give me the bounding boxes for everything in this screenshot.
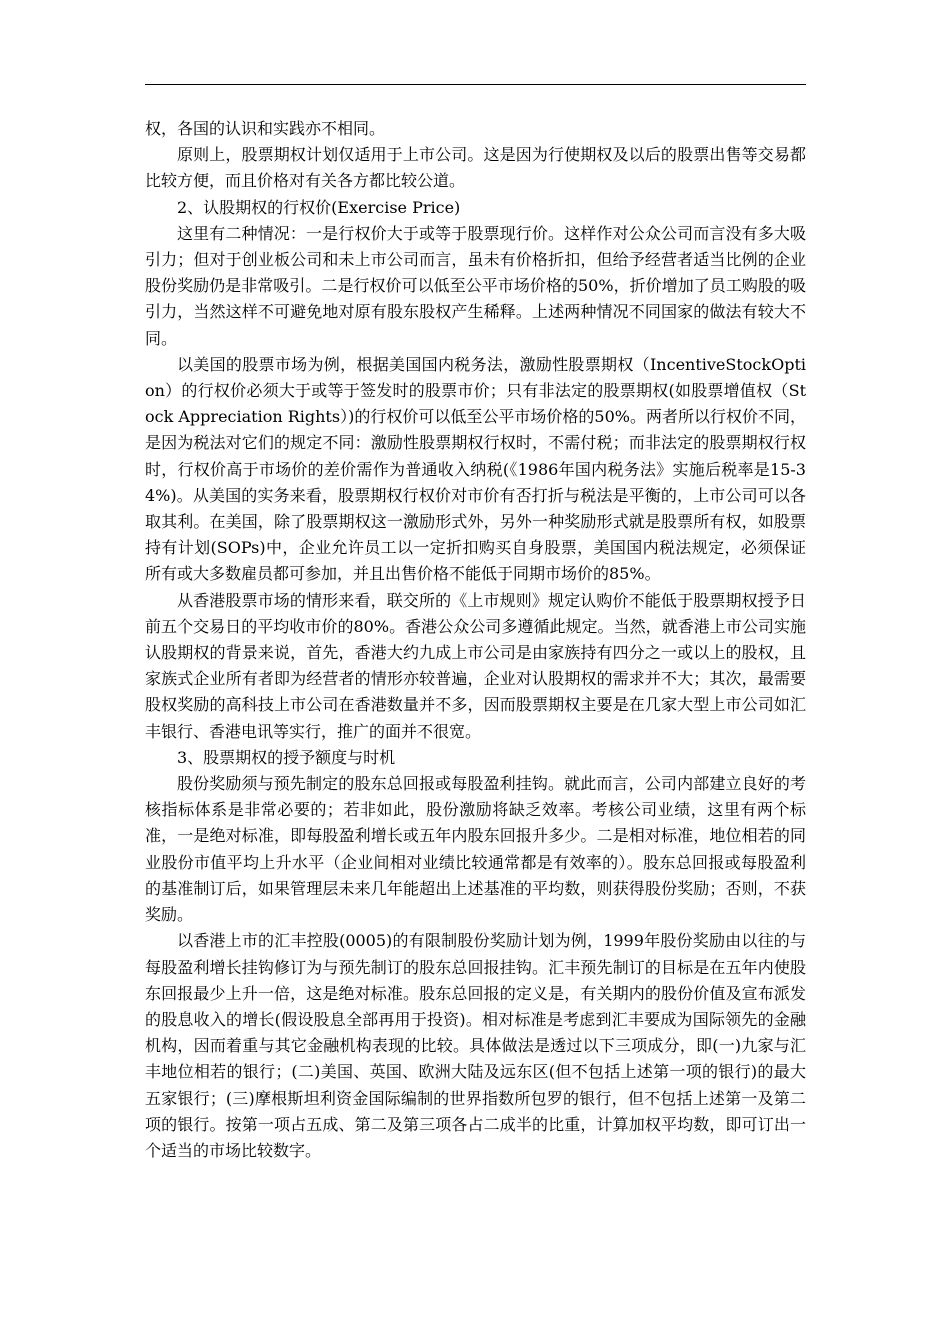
section-heading: 2、认股期权的行权价(Exercise Price): [177, 197, 461, 217]
paragraph: 原则上，股票期权计划仅适用于上市公司。这是因为行使期权及以后的股票出售等交易都比较方便，而且价格对有关各方都比较公道。: [145, 145, 806, 191]
paragraph: 以香港上市的汇丰控股(0005)的有限制股份奖励计划为例，1999年股份奖励由以往的与每股盈利增长挂钩修订为与预先制订的股东总回报挂钩。汇丰预先制订的目标是在五年内使股东回报最少上升一倍，这是绝对标准。股东总回报的定义是，有关期内的股份价值及宣布派发的股息收入的增长(假设股息全部再用于投资)。相对标准是考虑到汇丰要成为国际领先的金融机构，因而着重与其它金融机构表现的比较。具体做法是透过以下三项成分，即(一)九家与汇丰地位相若的银行；(二)美国、英国、欧洲大陆及远东区(但不包括上述第一项的银行)的最大五家银行；(三)摩根斯坦利资金国际编制的世界指数所包罗的银行，但不包括上述第一及第二项的银行。按第一项占五成、第二及第三项各占二成半的比重，计算加权平均数，即可订出一个适当的市场比较数字。: [145, 931, 806, 1160]
paragraph: 权，各国的认识和实践亦不相同。: [145, 119, 386, 138]
section-heading: 3、股票期权的授予额度与时机: [177, 747, 396, 767]
paragraph: 从香港股票市场的情形来看，联交所的《上市规则》规定认购价不能低于股票期权授予日前五个交易日的平均收市价的80%。香港公众公司多遵循此规定。当然，就香港上市公司实施认股期权的背景来说，首先，香港大约九成上市公司是由家族持有四分之一或以上的股权，且家族式企业所有者即为经营者的情形亦较普遍，企业对认股期权的需求并不大；其次，最需要股权奖励的高科技上市公司在香港数量并不多，因而股票期权主要是在几家大型上市公司如汇丰银行、香港电讯等实行，推广的面并不很宽。: [145, 590, 806, 741]
paragraph: 这里有二种情况：一是行权价大于或等于股票现行价。这样作对公众公司而言没有多大吸引力；但对于创业板公司和未上市公司而言，虽未有价格折扣，但给予经营者适当比例的企业股份奖励仍是非常吸引。二是行权价可以低至公平市场价格的50%，折价增加了员工购股的吸引力，当然这样不可避免地对原有股东股权产生稀释。上述两种情况不同国家的做法有较大不同。: [145, 223, 806, 348]
paragraph: 以美国的股票市场为例，根据美国国内税务法，激励性股票期权（IncentiveStockOption）的行权价必须大于或等于签发时的股票市价；只有非法定的股票期权(如股票增值权（Stock Appreciation Rights）)的行权价可以低至公平市场价格的50%。两者所以行权价不同，是因为税法对它们的规定不同：激励性股票期权行权时，不需付税；而非法定的股票期权行权时，行权价高于市场价的差价需作为普通收入纳税(《1986年国内税务法》实施后税率是15-34%)。从美国的实务来看，股票期权行权价对市价有否打折与税法是平衡的，上市公司可以各取其利。在美国，除了股票期权这一激励形式外，另外一种奖励形式就是股票所有权，如股票持有计划(SOPs)中，企业允许员工以一定折扣购买自身股票，美国国内税法规定，必须保证所有或大多数雇员都可参加，并且出售价格不能低于同期市场价的85%。: [145, 354, 806, 584]
paragraph: 股份奖励须与预先制定的股东总回报或每股盈利挂钩。就此而言，公司内部建立良好的考核指标体系是非常必要的；若非如此，股份激励将缺乏效率。考核公司业绩，这里有两个标准，一是绝对标准，即每股盈利增长或五年内股东回报升多少。二是相对标准，地位相若的同业股份市值平均上升水平（企业间相对业绩比较通常都是有效率的）。股东总回报或每股盈利的基准制订后，如果管理层未来几年能超出上述基准的平均数，则获得股份奖励；否则，不获奖励。: [145, 774, 806, 925]
document-body: [145, 116, 806, 1164]
header-rule: [145, 84, 806, 85]
